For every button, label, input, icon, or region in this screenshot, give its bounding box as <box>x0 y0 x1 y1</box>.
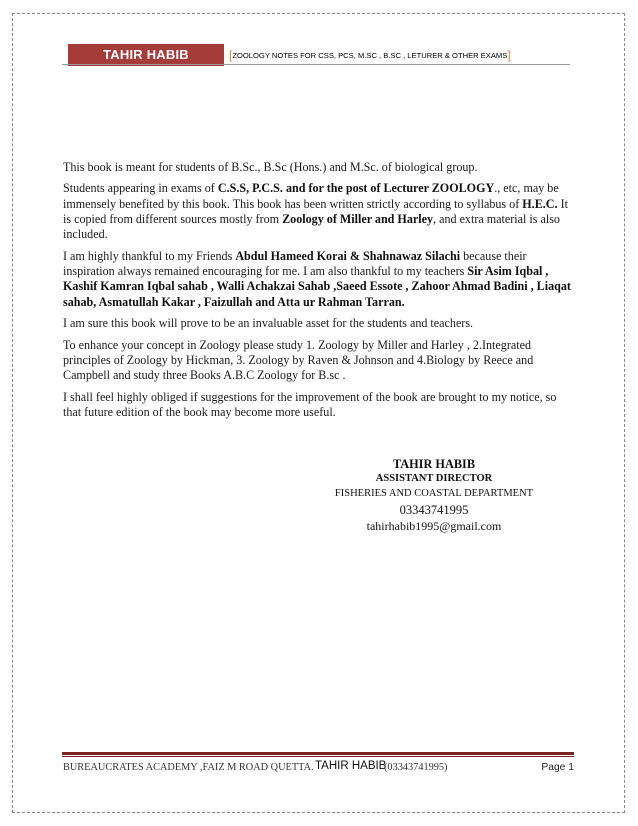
footer-rule-thin <box>62 756 574 757</box>
text-run: It is copied from different sources mostly from <box>63 196 568 227</box>
text-run: I shall feel highly obliged if suggestions for the improvement of the book are brought to my notice, so that future edition of the book may become more useful. <box>63 389 557 420</box>
text-run: I am highly thankful to my Friends <box>63 248 236 263</box>
page-number: Page 1 <box>541 762 574 773</box>
bold-text: Zoology of Miller and Harley <box>282 212 434 227</box>
signature-department: FISHERIES AND COASTAL DEPARTMENT <box>334 488 534 499</box>
header-subtitle-text: ZOOLOGY NOTES FOR CSS, PCS, M.SC , B.SC , LETURER & OTHER EXAMS <box>232 51 508 60</box>
footer-author: TAHIR HABIB <box>315 760 387 772</box>
text-run: Students appearing in exams of <box>63 181 218 196</box>
text-run: , and extra material is also included. <box>63 212 560 242</box>
paragraph <box>63 338 575 384</box>
paragraph <box>63 249 575 310</box>
footer-phone: (03343741995) <box>384 762 448 773</box>
bold-text: H.E.C. <box>522 196 558 211</box>
paragraph <box>63 390 575 421</box>
text-run: To enhance your concept in Zoology please study 1. Zoology by Miller and Harley , 2.Integrated principles of Zoology by Hickman, 3. Zoology by Raven & Johnson and 4.Biology by Reece and Campbell and study three Books A.B.C Zoology for B.sc . <box>63 337 534 383</box>
preface-body <box>63 160 575 427</box>
header-subtitle <box>229 47 569 63</box>
signature-email: tahirhabib1995@gmail.com <box>366 519 502 533</box>
text-run: because their inspiration always remained encouraging for me. I am also thankful to my teachers <box>63 248 527 279</box>
paragraph <box>63 181 575 242</box>
signature-block <box>318 456 550 534</box>
footer-academy: BUREAUCRATES ACADEMY ,FAIZ M ROAD QUETTA. <box>63 762 314 773</box>
signature-title: ASSISTANT DIRECTOR <box>375 473 493 484</box>
bold-text: Abdul Hameed Korai & Shahnawaz Silachi <box>235 248 461 263</box>
header-author-badge: TAHIR HABIB <box>68 44 224 66</box>
bold-text: Sir Asim Iqbal , Kashif Kamran Iqbal sahab , Walli Achakzai Sahab ,Saeed Essote , Zahoor Ahmad Badini , Liaqat sahab, Asmatullah Kakar , Faizullah and Atta ur Rahman Tarran. <box>63 264 571 309</box>
text-run: ., etc, may be immensely benefited by this book. This book has been written strictly according to syllabus of <box>63 181 559 211</box>
signature-phone: 03343741995 <box>399 503 469 517</box>
footer-rule <box>62 752 574 755</box>
header-bracket-close: ] <box>507 48 511 62</box>
paragraph <box>63 160 575 175</box>
header-rule <box>62 64 570 65</box>
paragraph <box>63 316 575 331</box>
header-bracket-open: [ <box>229 48 233 62</box>
text-run: I am sure this book will prove to be an invaluable asset for the students and teachers. <box>63 316 474 331</box>
bold-text: C.S.S, P.C.S. and for the post of Lecturer ZOOLOGY <box>217 181 495 196</box>
signature-name: TAHIR HABIB <box>392 457 476 471</box>
text-run: This book is meant for students of B.Sc., B.Sc (Hons.) and M.Sc. of biological group. <box>63 160 478 174</box>
